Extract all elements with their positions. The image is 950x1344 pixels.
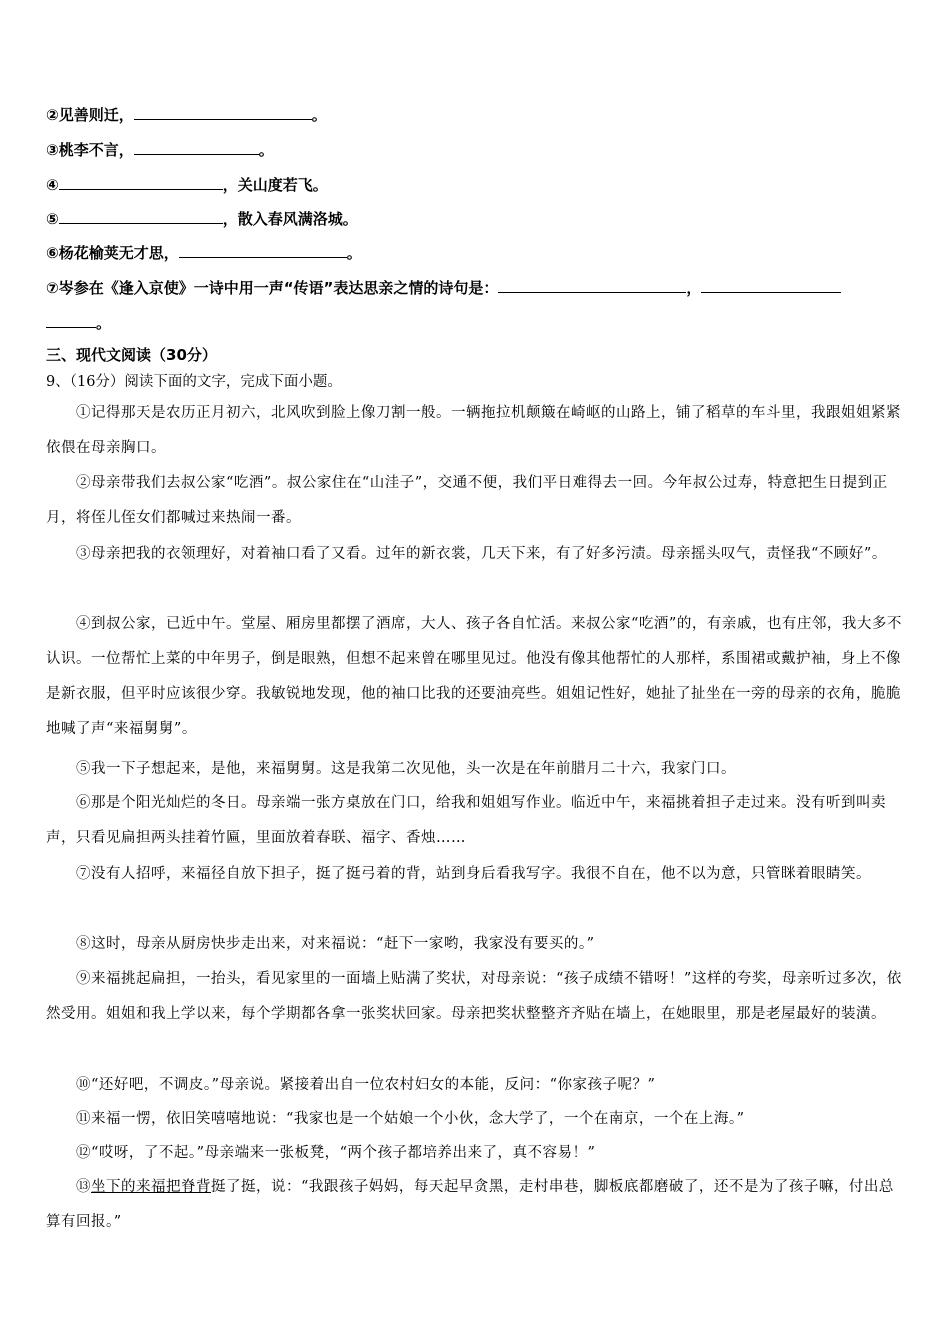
answer-blank[interactable]	[59, 177, 223, 190]
answer-blank[interactable]	[179, 245, 347, 258]
underlined-phrase: 坐下的来福把脊背	[91, 1179, 211, 1195]
paragraph-3: ③母亲把我的衣领理好，对着袖口看了又看。过年的新衣裳，几天下来，有了好多污渍。母亲摇头叹气，责怪我“不顾好”。	[76, 546, 887, 562]
paragraph-13: ⑬坐下的来福把脊背挺了挺，说：“我跟孩子妈妈，每天起早贪黑，走村串巷，脚板底都磨破了，还不是为了孩子嘛，付出总算有回报。”	[46, 1179, 894, 1230]
answer-blank[interactable]	[46, 315, 96, 328]
answer-blank[interactable]	[701, 280, 841, 293]
fill-item-2: ②见善则迁， 。	[46, 106, 327, 124]
question-header: 9、（16分）阅读下面的文字，完成下面小题。	[46, 374, 342, 390]
paragraph-12: ⑫“哎呀，了不起。”母亲端来一张板凳，“两个孩子都培养出来了，真不容易！”	[76, 1145, 596, 1161]
answer-blank[interactable]	[134, 107, 312, 120]
section-heading: 三、现代文阅读（30分）	[46, 346, 217, 364]
answer-blank[interactable]	[59, 211, 223, 224]
fill-item-5: ⑤ ，散入春风满洛城。	[46, 210, 358, 228]
fill-item-4: ④ ，关山度若飞。	[46, 176, 328, 194]
fill-item-3: ③桃李不言， 。	[46, 141, 274, 159]
paragraph-4: ④到叔公家，已近中午。堂屋、厢房里都摆了酒席，大人、孩子各自忙活。来叔公家“吃酒”的，有亲戚，也有庄邻，我大多不认识。一位帮忙上菜的中年男子，倒是眼熟，但想不起来曾在哪里见过。他没有像其他帮忙的人那样，系围裙或戴护袖，身上不像是新衣服，但平时应该很少穿。我敏锐地发现，他的袖口比我的还要油亮些。姐姐记性好，她扯了扯坐在一旁的母亲的衣角，脆脆地喊了声“来福舅舅”。	[46, 616, 902, 737]
fill-item-7-continued: 。	[46, 312, 111, 333]
paragraph-7: ⑦没有人招呼，来福径自放下担子，挺了挺弓着的背，站到身后看我写字。我很不自在，他不以为意，只管眯着眼睛笑。	[76, 866, 871, 882]
paragraph-1: ①记得那天是农历正月初六，北风吹到脸上像刀割一般。一辆拖拉机颠簸在崎岖的山路上，铺了稻草的车斗里，我跟姐姐紧紧依偎在母亲胸口。	[46, 405, 901, 456]
paragraph-2: ②母亲带我们去叔公家“吃酒”。叔公家住在“山洼子”，交通不便，我们平日难得去一回。今年叔公过寿，特意把生日提到正月，将侄儿侄女们都喊过来热闹一番。	[46, 475, 888, 526]
answer-blank[interactable]	[134, 142, 259, 155]
paragraph-11: ⑪来福一愣，依旧笑嘻嘻地说：“我家也是一个姑娘一个小伙，念大学了，一个在南京，一个在上海。”	[76, 1111, 745, 1127]
paragraph-5: ⑤我一下子想起来，是他，来福舅舅。这是我第二次见他，头一次是在年前腊月二十六，我家门口。	[76, 761, 736, 777]
paragraph-9: ⑨来福挑起扁担，一抬头，看见家里的一面墙上贴满了奖状，对母亲说：“孩子成绩不错呀！”这样的夸奖，母亲听过多次，依然受用。姐姐和我上学以来，每个学期都各拿一张奖状回家。母亲把奖状整整齐齐贴在墙上，在她眼里，那是老屋最好的装潢。	[46, 971, 902, 1022]
answer-blank[interactable]	[498, 280, 686, 293]
paragraph-8: ⑧这时，母亲从厨房快步走出来，对来福说：“赶下一家哟，我家没有要买的。”	[76, 936, 595, 952]
paragraph-10: ⑩“还好吧，不调皮。”母亲说。紧接着出自一位农村妇女的本能，反问：“你家孩子呢？”	[76, 1077, 656, 1093]
fill-item-7: ⑦岑参在《逢入京使》一诗中用一声“传语”表达思亲之情的诗句是： ，	[46, 277, 841, 298]
paragraph-6: ⑥那是个阳光灿烂的冬日。母亲端一张方桌放在门口，给我和姐姐写作业。临近中午，来福挑着担子走过来。没有听到叫卖声，只看见扁担两头挂着竹匾，里面放着春联、福字、香烛……	[46, 795, 886, 846]
fill-item-6: ⑥杨花榆荚无才思， 。	[46, 244, 362, 262]
